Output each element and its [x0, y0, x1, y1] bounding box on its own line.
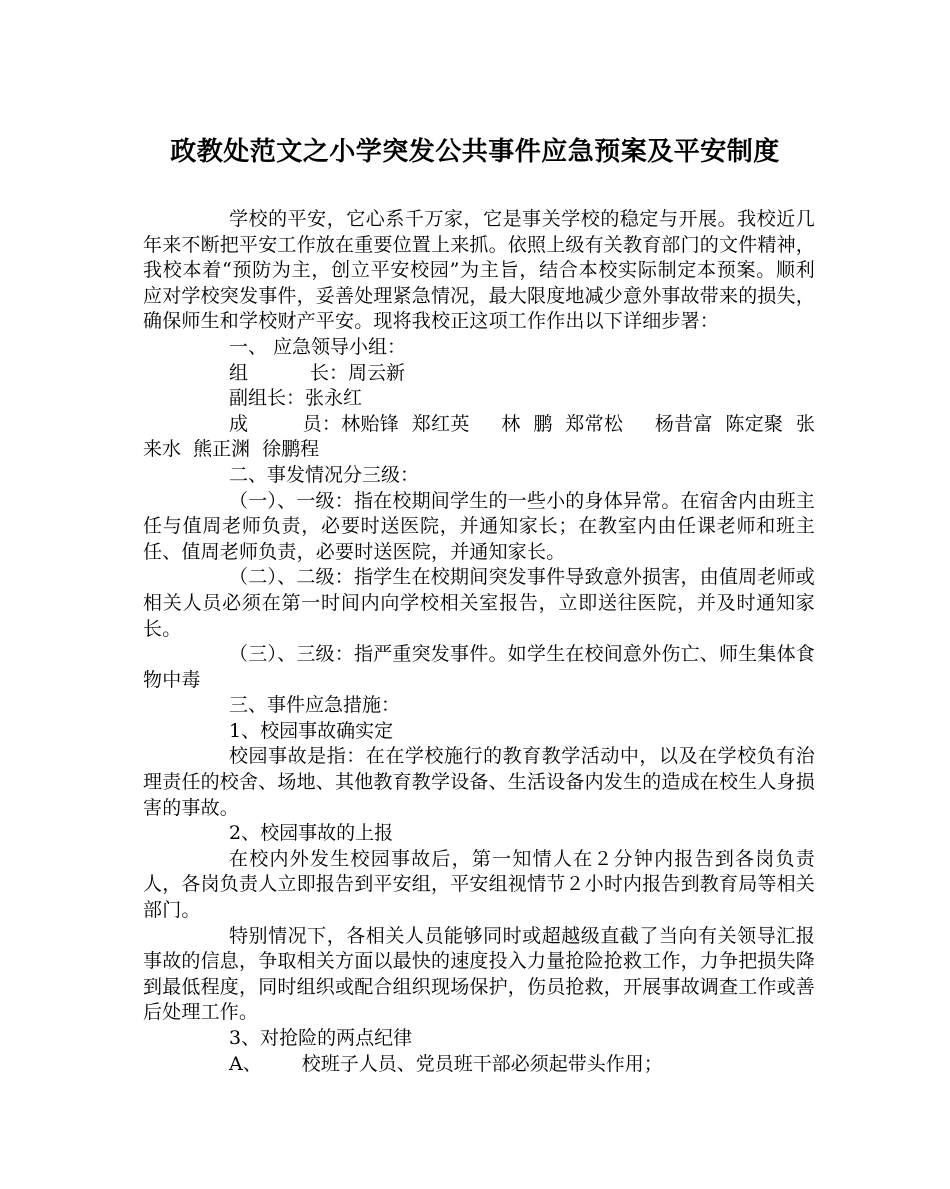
- item-2-paragraph: 在校内外发生校园事故后，第一知情人在２分钟内报告到各岗负责人，各岗负责人立即报告到平安组，平安组视情节２小时内报告到教育局等相关部门。: [143, 847, 816, 922]
- section-3-heading: 三、事件应急措施：: [229, 694, 401, 717]
- section-1-heading: 一、 应急领导小组：: [229, 335, 407, 358]
- section-2-heading: 二、事发情况分三级：: [229, 463, 420, 486]
- level-3-paragraph: （三）、三级：指严重突发事件。如学生在校间意外伤亡、师生集体食物中毒: [143, 643, 815, 691]
- item-3-a-label: A、: [229, 1052, 262, 1075]
- item-2-special-paragraph: 特别情况下，各相关人员能够同时或超越级直截了当向有关领导汇报事故的信息，争取相关方面以最快的速度投入力量抢险抢救工作，力争把损失降到最低程度，同时组织或配合组织现场保护，伤员抢救，开展事故调查工作或善后处理工作。: [143, 924, 816, 1024]
- level-1-paragraph: （一）、一级：指在校期间学生的一些小的身体异常。在宿舍内由班主任与值周老师负责，必要时送医院，并通知家长；在教室内由任课老师和班主任、值周老师负责，必要时送医院，并通知家长。: [143, 489, 815, 563]
- members-label-b: 员：林贻锋 郑红英 林 鹏 郑常松 杨昔富 陈定聚 张来水 熊正渊 徐鹏程: [143, 412, 815, 461]
- item-1-heading: 1、校园事故确实定: [229, 719, 394, 742]
- document-body: [143, 207, 815, 1077]
- deputy-line: 副组长：张永红: [229, 387, 363, 410]
- leader-line: [143, 361, 815, 387]
- item-2-heading: 2、校园事故的上报: [229, 822, 394, 845]
- intro-paragraph: 学校的平安，它心系千万家，它是事关学校的稳定与开展。我校近几年来不断把平安工作放在重要位置上来抓。依照上级有关教育部门的文件精神，我校本着“预防为主，创立平安校园”为主旨，结合本校实际制定本预案。顺利应对学校突发事件，妥善处理紧急情况，最大限度地减少意外事故带来的损失，确保师生和学校财产平安。现将我校正这项工作作出以下详细步署：: [143, 208, 816, 333]
- leader-label-a: 组: [229, 361, 249, 384]
- item-3-a-line: [143, 1052, 815, 1078]
- members-label-a: 成: [229, 412, 249, 435]
- item-3-heading: 3、对抢险的两点纪律: [229, 1027, 413, 1049]
- item-3-a-text: 校班子人员、党员班干部必须起带头作用；: [301, 1052, 663, 1075]
- level-2-paragraph: （二）、二级：指学生在校期间突发事件导致意外损害，由值周老师或相关人员必须在第一时间内向学校相关室报告，立即送往医院，并及时通知家长。: [143, 566, 815, 640]
- document-title: 政教处范文之小学突发公共事件应急预案及平安制度: [170, 137, 780, 167]
- leader-label-b: 长：周云新: [310, 361, 406, 384]
- members-paragraph: [143, 412, 815, 463]
- item-1-paragraph: 校园事故是指：在在学校施行的教育教学活动中，以及在学校负有治理责任的校舍、场地、其他教育教学设备、生活设备内发生的造成在校生人身损害的事故。: [143, 745, 816, 819]
